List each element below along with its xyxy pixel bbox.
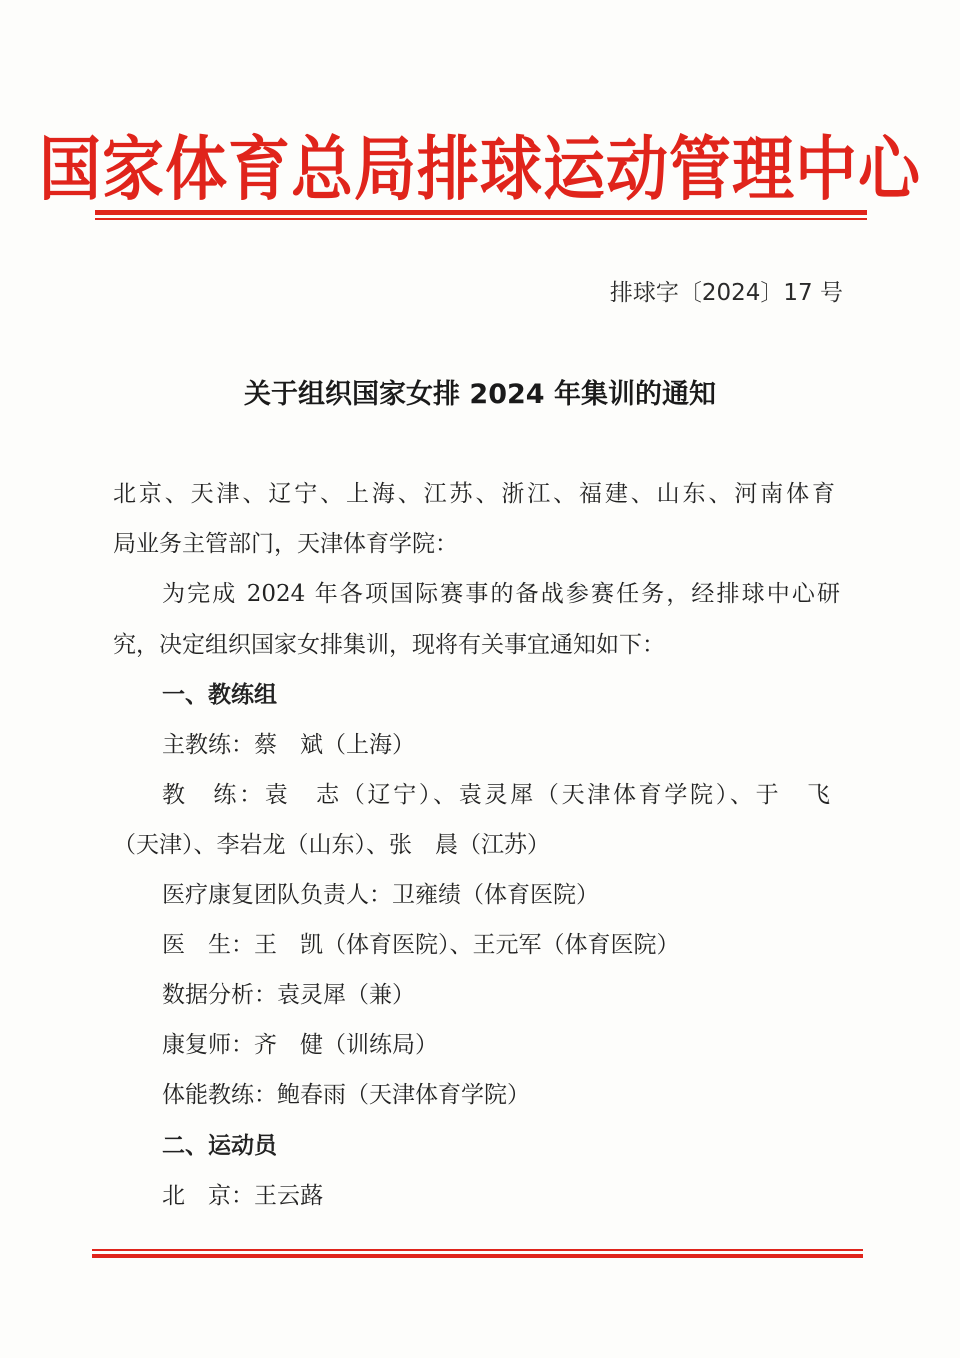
data-analysis-line: 数据分析：袁灵犀（兼） xyxy=(162,982,415,1008)
recipients-line-2: 局业务主管部门，天津体育学院： xyxy=(113,531,458,557)
coaches-line-2: （天津）、李岩龙（山东）、张 晨（江苏） xyxy=(113,832,550,858)
notice-title: 关于组织国家女排 2024 年集训的通知 xyxy=(244,379,716,410)
coaches-line-1: 教 练：袁 志（辽宁）、袁灵犀（天津体育学院）、于 飞 xyxy=(162,782,830,808)
org-name: 国家体育总局排球运动管理中心 xyxy=(39,127,922,210)
doctors-line: 医 生：王 凯（体育医院）、王元军（体育医院） xyxy=(162,932,680,958)
header-red-rule-thin xyxy=(95,218,867,220)
section-2-heading: 二、运动员 xyxy=(162,1133,277,1159)
org-header xyxy=(39,118,922,210)
document-number: 排球字〔2024〕17 号 xyxy=(609,280,843,306)
footer-red-rule xyxy=(92,1254,863,1258)
intro-line-1: 为完成 2024 年各项国际赛事的备战参赛任务，经排球中心研 xyxy=(162,581,840,607)
footer-red-rule-thin xyxy=(92,1249,863,1251)
rehab-line: 康复师：齐 健（训练局） xyxy=(162,1032,438,1058)
beijing-athletes-line: 北 京：王云蕗 xyxy=(162,1183,323,1209)
intro-line-2: 究，决定组织国家女排集训，现将有关事宜通知如下： xyxy=(113,632,665,658)
medical-lead-line: 医疗康复团队负责人：卫雍绩（体育医院） xyxy=(162,882,599,908)
fitness-coach-line: 体能教练：鲍春雨（天津体育学院） xyxy=(162,1082,530,1108)
recipients-line-1: 北京、天津、辽宁、上海、江苏、浙江、福建、山东、河南体育 xyxy=(113,481,835,507)
section-1-heading: 一、教练组 xyxy=(162,682,277,708)
head-coach-line: 主教练：蔡 斌（上海） xyxy=(162,732,415,758)
header-red-rule xyxy=(95,210,867,215)
